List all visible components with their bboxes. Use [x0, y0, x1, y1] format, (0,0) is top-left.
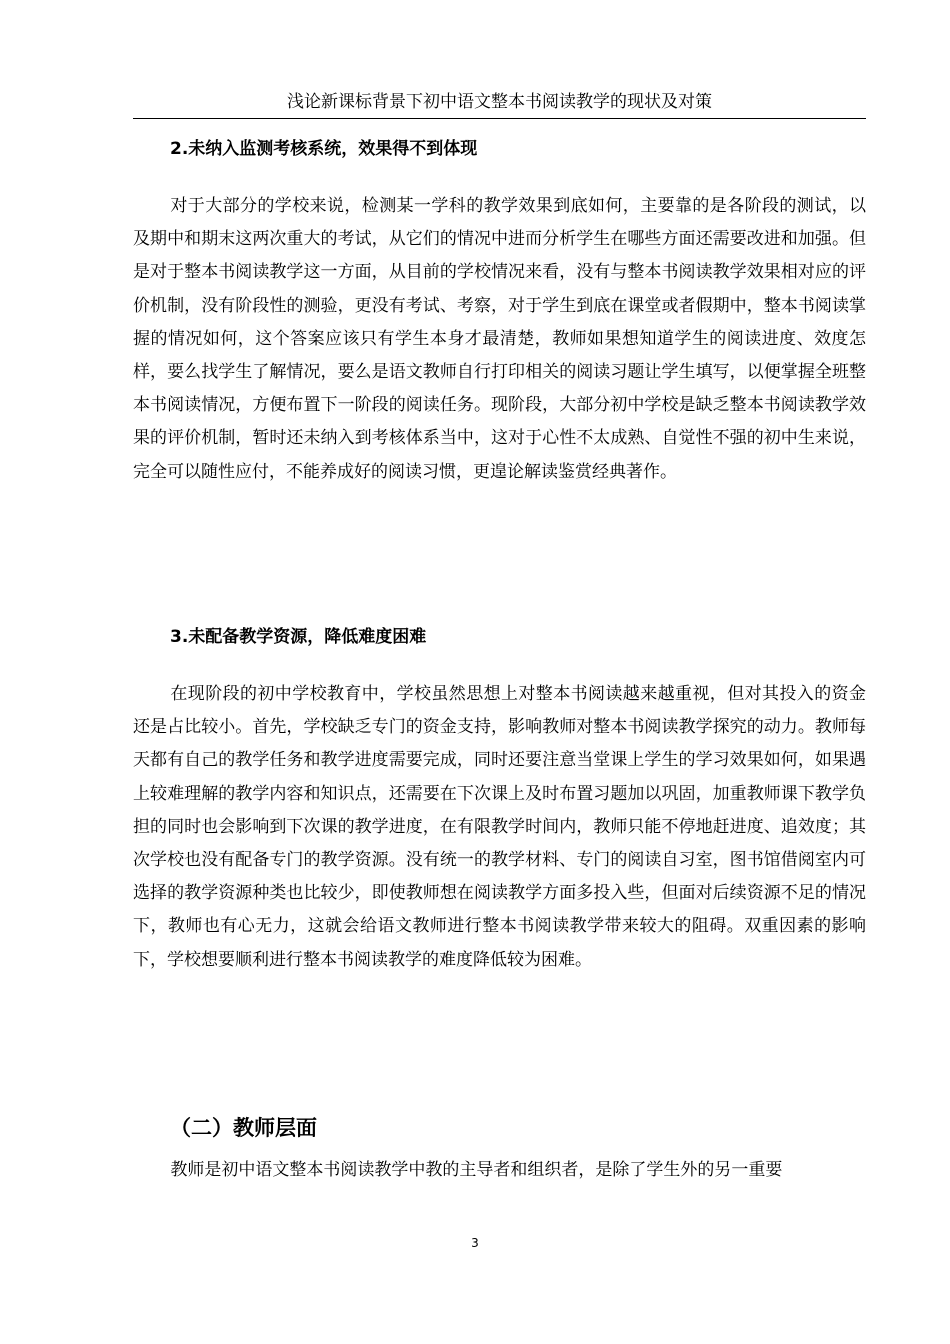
- running-header: 浅论新课标背景下初中语文整本书阅读教学的现状及对策: [133, 92, 866, 119]
- paragraph-evaluation: 对于大部分的学校来说，检测某一学科的教学效果到底如何，主要靠的是各阶段的测试，以及期中和期末这两次重大的考试，从它们的情况中进而分析学生在哪些方面还需要改进和加强。但是对于整本书阅读教学这一方面，从目前的学校情况来看，没有与整本书阅读教学效果相对应的评价机制，没有阶段性的测验，更没有考试、考察，对于学生到底在课堂或者假期中，整本书阅读掌握的情况如何，这个答案应该只有学生本身才最清楚，教师如果想知道学生的阅读进度、效度怎样，要么找学生了解情况，要么是语文教师自行打印相关的阅读习题让学生填写，以便掌握全班整本书阅读情况，方便布置下一阶段的阅读任务。现阶段，大部分初中学校是缺乏整本书阅读教学效果的评价机制，暂时还未纳入到考核体系当中，这对于心性不太成熟、自觉性不强的初中生来说，完全可以随性应付，不能养成好的阅读习惯，更遑论解读鉴赏经典著作。: [133, 196, 866, 482]
- section-heading-3: 3.未配备教学资源，降低难度困难: [170, 627, 427, 647]
- paragraph-teacher: 教师是初中语文整本书阅读教学中教的主导者和组织者，是除了学生外的另一重要: [170, 1160, 783, 1180]
- section-heading-teacher: （二）教师层面: [170, 1116, 317, 1140]
- page-number: 3: [471, 1236, 479, 1250]
- paragraph-resources: 在现阶段的初中学校教育中，学校虽然思想上对整本书阅读越来越重视，但对其投入的资金还是占比较小。首先，学校缺乏专门的资金支持，影响教师对整本书阅读教学探究的动力。教师每天都有自己的教学任务和教学进度需要完成，同时还要注意当堂课上学生的学习效果如何，如果遇上较难理解的教学内容和知识点，还需要在下次课上及时布置习题加以巩固，加重教师课下教学负担的同时也会影响到下次课的教学进度，在有限教学时间内，教师只能不停地赶进度、追效度；其次学校也没有配备专门的教学资源。没有统一的教学材料、专门的阅读自习室，图书馆借阅室内可选择的教学资源种类也比较少，即使教师想在阅读教学方面多投入些，但面对后续资源不足的情况下，教师也有心无力，这就会给语文教师进行整本书阅读教学带来较大的阻碍。双重因素的影响下，学校想要顺利进行整本书阅读教学的难度降低较为困难。: [133, 684, 866, 970]
- section-heading-2: 2.未纳入监测考核系统，效果得不到体现: [170, 139, 478, 159]
